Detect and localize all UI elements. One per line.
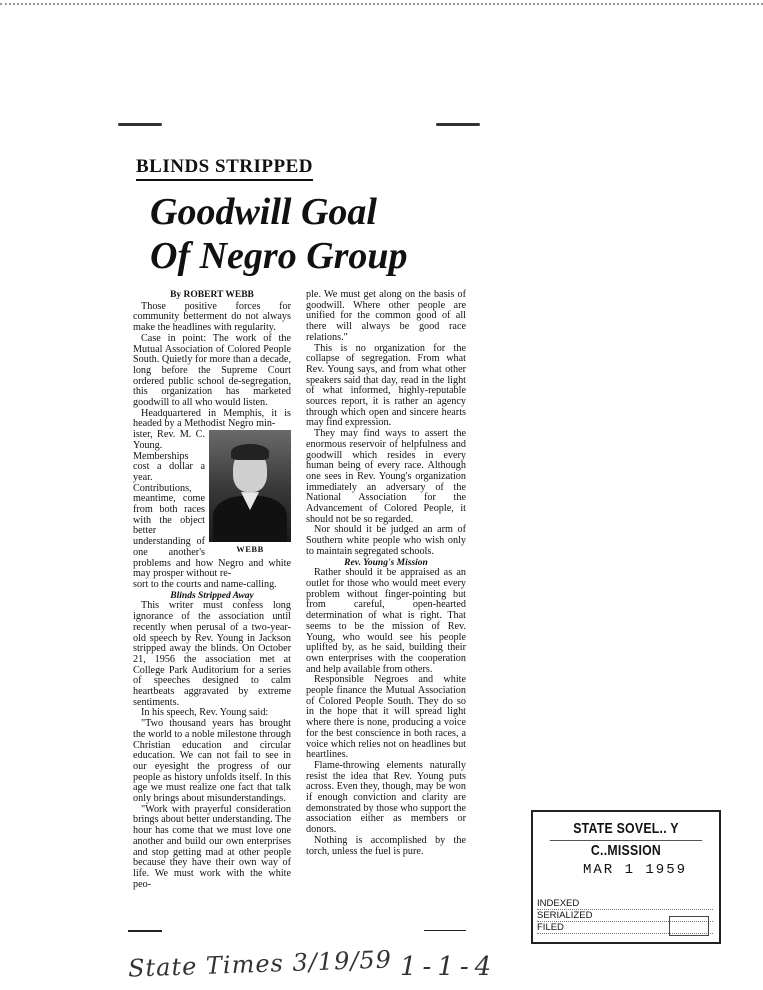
paragraph: ple. We must get along on the basis of goodwill. Where other people are unified for the common good of all there will always be good race relations." xyxy=(306,289,466,343)
handwritten-source-note: State Times 3/19/59 xyxy=(127,945,393,983)
dotted-top-border xyxy=(0,3,763,5)
stamp-title: STATE SOVEL.. Y C..MISSION xyxy=(550,818,703,841)
kicker-heading: BLINDS STRIPPED xyxy=(136,156,313,181)
end-rule-right xyxy=(424,930,466,931)
paragraph: "Two thousand years has brought the world to a noble milestone through Christian education and circular education. We can not fail to see in our eyesight the progress of our people as history unfolds itself. In this age we must realize one fact that talk only brings about misunderstandings. xyxy=(133,718,291,805)
stamp-row-indexed: INDEXED xyxy=(537,898,713,910)
paragraph: sort to the courts and name-calling. xyxy=(133,578,277,590)
paragraph: Rather should it be appraised as an outlet for those who would meet every problem without finger-pointing but from careful, open-hearted determination of what is right. That seems to be the mission of Rev. Young, who would see his people uplifted by, as he said, building their own enterprises with the cooperation and help available from others. xyxy=(306,567,466,675)
paragraph-wrap: ister, Rev. M. C. Young. Memberships cost a dollar a year. Contributions, meantime, come from both races with the object better understanding of one another's problems and how Negro and white may prosper without re- xyxy=(133,429,291,580)
stamp-row-filed: FILED xyxy=(537,922,713,934)
paragraph: Responsible Negroes and white people finance the Mutual Association of Colored People South. They do so in the hope that it will spread light where there is none, producing a voice for the best conscience in both races, a voice which relies not on headlines but heartlines. xyxy=(306,674,466,761)
headline-line-1: Goodwill Goal xyxy=(150,191,377,233)
photo-caption: WEBB xyxy=(236,544,264,555)
headline xyxy=(150,190,470,278)
clip-mark-left xyxy=(118,123,162,126)
paragraph: In his speech, Rev. Young said: xyxy=(141,707,269,719)
subhead: Blinds Stripped Away xyxy=(170,590,254,601)
paragraph: "Work with prayerful consideration brings about better understanding. The hour has come that we must love one another and build our own enterprises and stop getting mad at other people because they have their own way of life. We must work with the white peo- xyxy=(133,803,291,890)
article-column-1 xyxy=(133,290,291,890)
paragraph: This is no organization for the collapse of segregation. From what Rev. Young says, and from what other speakers said that day, read in the light of what informed, highly-reputable sources report, it is rather an agency through which open and sincere hearts may find expression. xyxy=(306,342,466,429)
paragraph: They may find ways to assert the enormous reservoir of helpfulness and goodwill which resides in every human being of every race. Although one sees in Rev. Young's organization immediately an adversary of the National Association for the Advancement of Colored People, it should not be so regarded. xyxy=(306,428,466,525)
author-photo xyxy=(209,430,291,554)
subhead: Rev. Young's Mission xyxy=(344,557,428,568)
paragraph: This writer must confess long ignorance of the association until recently when perusal of a two-year-old speech by Rev. Young in Jackson stripped away the blinds. On October 21, 1956 the association met at College Park Auditorium for a series of speeches designed to calm heartbeats aggravated by extreme sentiments. xyxy=(133,600,291,708)
end-rule-left xyxy=(128,930,162,932)
headline-line-2: Of Negro Group xyxy=(150,235,408,277)
paragraph: Nothing is accomplished by the torch, unless the fuel is pure. xyxy=(306,834,466,857)
paragraph: Nor should it be judged an arm of Southern white people who wish only to maintain segregated schools. xyxy=(306,524,466,557)
paragraph: Flame-throwing elements naturally resist the idea that Rev. Young puts across. Even they, though, may be won if enough conviction and clarity are demonstrated by those who support the association either as members or donors. xyxy=(306,759,466,836)
stamp-initials-box xyxy=(669,916,709,936)
author-photo-image xyxy=(209,430,291,542)
clip-mark-right xyxy=(436,123,480,126)
commission-stamp xyxy=(531,810,721,944)
handwritten-file-number: 1-1-4 xyxy=(400,952,498,982)
paragraph: Case in point: The work of the Mutual Association of Colored People South. Quietly for more than a decade, long before the Supreme Court ordered public school de-segregation, this organization has marketed goodwill to all who would listen. xyxy=(133,332,291,409)
byline: By ROBERT WEBB xyxy=(170,290,254,300)
stamp-row-serialized: SERIALIZED xyxy=(537,910,713,922)
paragraph: Those positive forces for community betterment do not always make the headlines with regularity. xyxy=(133,300,291,334)
article-column-2 xyxy=(306,290,466,857)
stamp-date: MAR 1 1959 xyxy=(583,862,688,878)
paragraph: Headquartered in Memphis, it is headed by a Methodist Negro min- xyxy=(133,407,291,430)
